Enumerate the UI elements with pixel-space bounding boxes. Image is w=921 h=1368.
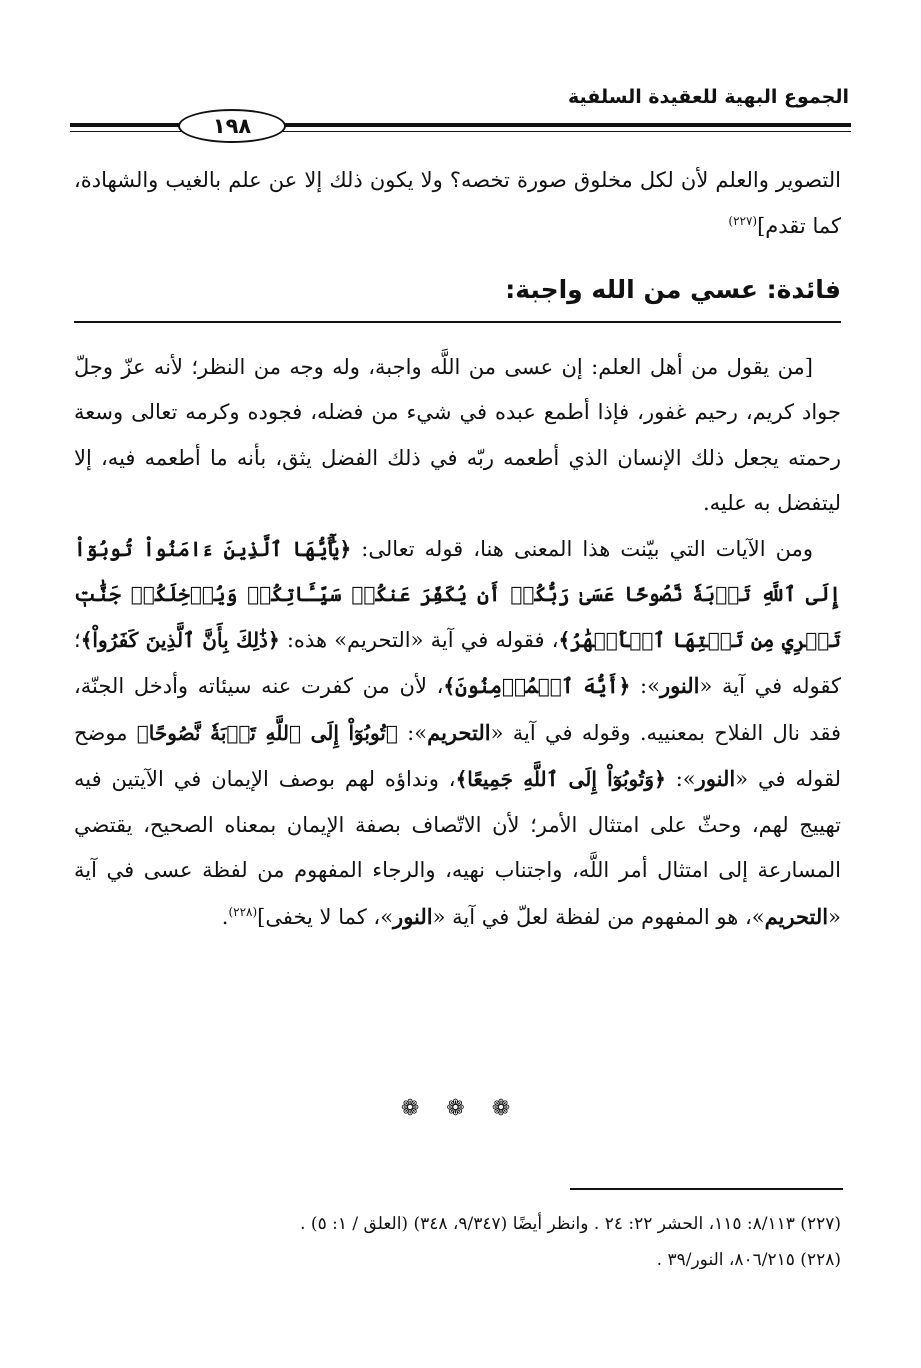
quran-verse: ﴿يَٰٓأَيُّهَا ٱلَّذِينَ ءَامَنُواْ تُوبُوٓاْ إِلَى ٱللَّهِ تَوۡبَةٗ نَّصُوحًا عَسَىٰ رَبُّكُمۡ أَن يُكَفِّرَ عَنكُمۡ سَيِّـَٔاتِكُمۡ وَيُدۡخِلَكُمۡ جَنَّٰتٖ تَجۡرِي مِن تَحۡتِهَا ٱلۡأَنۡهَٰرُ﴾ <box>74 536 841 652</box>
section-heading-wrap <box>74 267 841 323</box>
book-title: الجموع البهية للعقيدة السلفية <box>568 86 849 108</box>
quran-verse: ﴿وَتُوبُوٓاْ إِلَى ٱللَّهِ جَمِيعًا﴾ <box>455 767 666 791</box>
quran-verse: ﴿أَيُّهَ ٱلۡمُؤۡمِنُونَ﴾ <box>443 674 631 698</box>
paragraph: ومن الآيات التي بيّنت هذا المعنى هنا، قوله تعالى: ﴿يَٰٓأَيُّهَا ٱلَّذِينَ ءَامَنُواْ تُوبُوٓاْ إِلَى ٱللَّهِ تَوۡبَةٗ نَّصُوحًا عَسَىٰ رَبُّكُمۡ أَن يُكَفِّرَ عَنكُمۡ سَيِّـَٔاتِكُمۡ وَيُدۡخِلَكُمۡ جَنَّٰتٖ تَجۡرِي مِن تَحۡتِهَا ٱلۡأَنۡهَٰرُ﴾، فقوله في آية «التحريم» هذه: ﴿ذَٰلِكَ بِأَنَّ ٱلَّذِينَ كَفَرُواْ﴾؛ كقوله في آية «النور»: ﴿أَيُّهَ ٱلۡمُؤۡمِنُونَ﴾، لأن من كفرت عنه سيئاته وأدخل الجنّة، فقد نال الفلاح بمعنييه. وقوله في آية «التحريم»: ﴿تُوبُوٓاْ إِلَى ٱللَّهِ تَوۡبَةٗ نَّصُوحًا﴾ موضح لقوله في «النور»: ﴿وَتُوبُوٓاْ إِلَى ٱللَّهِ جَمِيعًا﴾، ونداؤه لهم بوصف الإيمان في الآيتين فيه تهييج لهم، وحثّ على امتثال الأمر؛ لأن الاتّصاف بصفة الإيمان بمعناه الصحيح، يقتضي المسارعة إلى امتثال أمر اللَّه، واجتناب نهيه، والرجاء المفهوم من لفظة عسى في آية «التحريم»، هو المفهوم من لفظة لعلّ في آية «النور»، كما لا يخفى]$^{(٢٢٨)}$. <box>74 536 841 929</box>
footnote-rule <box>570 1188 843 1190</box>
section-heading: فائدة: عسي من الله واجبة: <box>505 275 841 304</box>
quran-verse: ﴿تُوبُوٓاْ إِلَى ٱللَّهِ تَوۡبَةٗ نَّصُوحًا﴾ <box>136 720 398 745</box>
footnote-ref[interactable]: (٢٢٧) <box>728 213 758 228</box>
section-ornament: ❁ ❁ ❁ <box>400 1096 521 1121</box>
footnote-ref[interactable]: (٢٢٨) <box>228 904 258 919</box>
page-number: ١٩٨ <box>178 109 286 143</box>
footnote: (٢٢٧) ٨/١١٣: ١١٥، الحشر ٢٢: ٢٤ . وانظر أيضًا (٩/٣٤٧، ٣٤٨) (العلق / ١: ٥) . <box>300 1214 841 1234</box>
page-header <box>70 78 851 150</box>
main-text <box>74 158 841 940</box>
footnote: (٢٢٨) ٨٠٦/٢١٥، النور/٣٩ . <box>656 1250 841 1270</box>
paragraph: التصوير والعلم لأن لكل مخلوق صورة تخصه؟ ولا يكون ذلك إلا عن علم بالغيب والشهادة، كما تقدم]$^{(٢٢٧)}$ <box>74 168 841 238</box>
quran-verse: ﴿ذَٰلِكَ بِأَنَّ ٱلَّذِينَ كَفَرُواْ﴾ <box>80 627 280 652</box>
footnotes <box>74 1206 841 1278</box>
paragraph: [من يقول من أهل العلم: إن عسى من اللَّه واجبة، وله وجه من النظر؛ لأنه عزّ وجلّ جواد كريم، رحيم غفور، فإذا أطمع عبده في شيء من فضله، فجوده وكرمه تعالى وسعة رحمته يجعل ذلك الإنسان الذي أطعمه ربّه في ذلك الفضل يثق، بأنه ما أطعمه فيه، إلا ليتفضل به عليه. <box>74 354 841 515</box>
